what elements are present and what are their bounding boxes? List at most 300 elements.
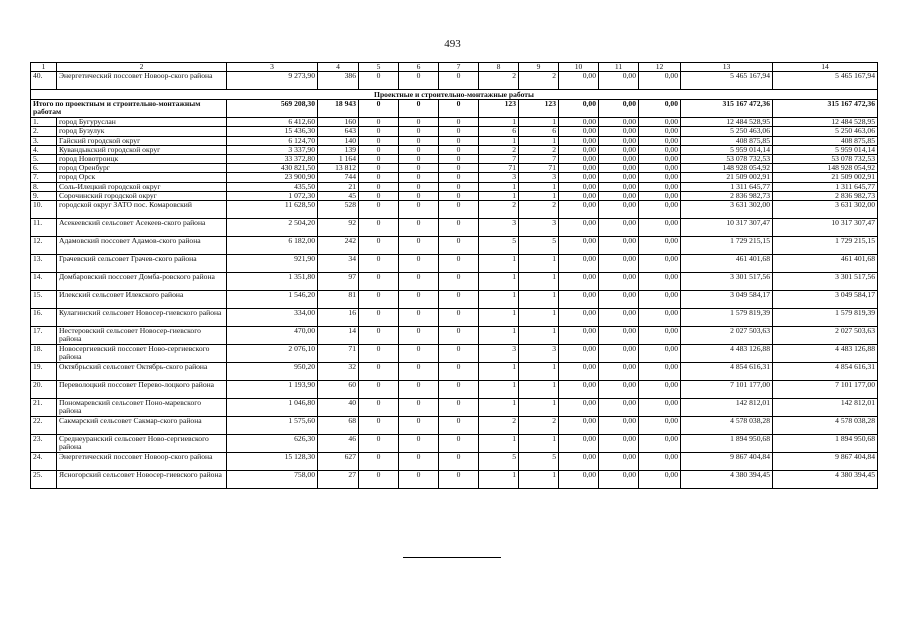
total-cell-c4: 18 943 (318, 100, 359, 118)
cell-c12: 0,00 (639, 155, 681, 164)
cell-c5: 0 (359, 381, 399, 399)
cell-c13: 2 027 503,63 (681, 327, 773, 345)
column-number: 9 (519, 63, 559, 72)
cell-c8: 1 (479, 381, 519, 399)
cell-c9: 1 (519, 471, 559, 489)
cell-c7: 0 (439, 453, 479, 471)
cell-c3: 11 628,50 (227, 201, 318, 219)
cell-c9: 5 (519, 237, 559, 255)
cell-c5: 0 (359, 127, 399, 136)
cell-c4: 68 (318, 417, 359, 435)
cell-c10: 0,00 (559, 399, 599, 417)
cell-c7: 0 (439, 345, 479, 363)
cell-c3: 6 182,00 (227, 237, 318, 255)
cell-c3: 430 821,50 (227, 164, 318, 173)
cell-c7: 0 (439, 309, 479, 327)
cell-c9: 2 (519, 145, 559, 154)
total-label: Итого по проектным и строительно-монтажным работам (31, 100, 227, 118)
table-body (31, 63, 878, 489)
cell-c13: 142 812,01 (681, 399, 773, 417)
section-title: Проектные и строительно-монтажные работы (31, 90, 878, 100)
cell-c10: 0,00 (559, 127, 599, 136)
cell-c6: 0 (399, 399, 439, 417)
cell-c12: 0,00 (639, 435, 681, 453)
cell-c5: 0 (359, 471, 399, 489)
cell-c5: 0 (359, 345, 399, 363)
cell-c4: 627 (318, 453, 359, 471)
cell-c11: 0,00 (599, 191, 639, 200)
column-number: 6 (399, 63, 439, 72)
cell-c13: 4 380 394,45 (681, 471, 773, 489)
cell-c14: 5 465 167,94 (773, 72, 878, 90)
cell-c9: 1 (519, 191, 559, 200)
cell-c8: 1 (479, 255, 519, 273)
cell-c13: 3 631 302,00 (681, 201, 773, 219)
cell-c5: 0 (359, 435, 399, 453)
cell-n: 18. (31, 345, 57, 363)
cell-c8: 3 (479, 219, 519, 237)
cell-c14: 142 812,01 (773, 399, 878, 417)
cell-name: Грачевский сельсовет Грачев-ского района (57, 255, 227, 273)
cell-c10: 0,00 (559, 136, 599, 145)
cell-c8: 7 (479, 155, 519, 164)
cell-c8: 1 (479, 363, 519, 381)
cell-c14: 53 078 732,53 (773, 155, 878, 164)
cell-c10: 0,00 (559, 237, 599, 255)
cell-c6: 0 (399, 219, 439, 237)
cell-c7: 0 (439, 164, 479, 173)
cell-c5: 0 (359, 145, 399, 154)
cell-c7: 0 (439, 417, 479, 435)
cell-c4: 140 (318, 136, 359, 145)
column-number: 13 (681, 63, 773, 72)
table-row (31, 327, 878, 345)
cell-c9: 5 (519, 453, 559, 471)
cell-c7: 0 (439, 155, 479, 164)
cell-c3: 921,90 (227, 255, 318, 273)
cell-c14: 4 483 126,88 (773, 345, 878, 363)
cell-c14: 7 101 177,00 (773, 381, 878, 399)
total-cell-c13: 315 167 472,36 (681, 100, 773, 118)
cell-c3: 15 128,30 (227, 453, 318, 471)
cell-c10: 0,00 (559, 201, 599, 219)
cell-c4: 13 812 (318, 164, 359, 173)
table-row (31, 72, 878, 90)
table-row (31, 291, 878, 309)
cell-c11: 0,00 (599, 237, 639, 255)
cell-c12: 0,00 (639, 136, 681, 145)
cell-name: городской округ ЗАТО пос. Комаровский (57, 201, 227, 219)
cell-c11: 0,00 (599, 155, 639, 164)
cell-c12: 0,00 (639, 173, 681, 182)
cell-n: 40. (31, 72, 57, 90)
cell-c7: 0 (439, 291, 479, 309)
total-cell-c12: 0,00 (639, 100, 681, 118)
table-row (31, 381, 878, 399)
cell-c9: 1 (519, 118, 559, 127)
cell-c11: 0,00 (599, 182, 639, 191)
section-row (31, 90, 878, 100)
cell-c9: 3 (519, 219, 559, 237)
cell-c12: 0,00 (639, 182, 681, 191)
cell-name: Соль-Илецкий городской округ (57, 182, 227, 191)
cell-c12: 0,00 (639, 453, 681, 471)
total-cell-c11: 0,00 (599, 100, 639, 118)
cell-c3: 758,00 (227, 471, 318, 489)
cell-c5: 0 (359, 327, 399, 345)
cell-c5: 0 (359, 164, 399, 173)
cell-c10: 0,00 (559, 381, 599, 399)
cell-c4: 643 (318, 127, 359, 136)
cell-n: 19. (31, 363, 57, 381)
cell-c6: 0 (399, 136, 439, 145)
cell-c3: 3 337,90 (227, 145, 318, 154)
cell-n: 15. (31, 291, 57, 309)
cell-c8: 3 (479, 173, 519, 182)
cell-name: Илекский сельсовет Илекского района (57, 291, 227, 309)
cell-c8: 6 (479, 127, 519, 136)
table-row (31, 471, 878, 489)
cell-c4: 71 (318, 345, 359, 363)
cell-c7: 0 (439, 127, 479, 136)
cell-c14: 2 027 503,63 (773, 327, 878, 345)
cell-c5: 0 (359, 191, 399, 200)
cell-c8: 1 (479, 182, 519, 191)
table-row (31, 255, 878, 273)
cell-n: 20. (31, 381, 57, 399)
cell-n: 13. (31, 255, 57, 273)
cell-c8: 5 (479, 453, 519, 471)
cell-c4: 160 (318, 118, 359, 127)
cell-c8: 71 (479, 164, 519, 173)
cell-n: 24. (31, 453, 57, 471)
cell-c10: 0,00 (559, 417, 599, 435)
cell-c14: 5 959 014,14 (773, 145, 878, 154)
table-row (31, 417, 878, 435)
cell-c8: 2 (479, 72, 519, 90)
cell-c13: 1 311 645,77 (681, 182, 773, 191)
cell-c6: 0 (399, 173, 439, 182)
table-row (31, 118, 878, 127)
cell-c8: 1 (479, 471, 519, 489)
cell-n: 23. (31, 435, 57, 453)
cell-c9: 3 (519, 345, 559, 363)
cell-c6: 0 (399, 453, 439, 471)
cell-n: 11. (31, 219, 57, 237)
cell-c11: 0,00 (599, 72, 639, 90)
cell-c5: 0 (359, 182, 399, 191)
cell-c10: 0,00 (559, 471, 599, 489)
cell-c5: 0 (359, 255, 399, 273)
cell-c11: 0,00 (599, 453, 639, 471)
cell-c4: 27 (318, 471, 359, 489)
cell-c10: 0,00 (559, 309, 599, 327)
cell-c7: 0 (439, 72, 479, 90)
cell-c4: 32 (318, 363, 359, 381)
cell-c4: 40 (318, 399, 359, 417)
cell-c5: 0 (359, 399, 399, 417)
cell-n: 25. (31, 471, 57, 489)
column-number: 14 (773, 63, 878, 72)
cell-c14: 461 401,68 (773, 255, 878, 273)
cell-c12: 0,00 (639, 145, 681, 154)
cell-c6: 0 (399, 237, 439, 255)
cell-c9: 3 (519, 173, 559, 182)
cell-c3: 470,00 (227, 327, 318, 345)
cell-c6: 0 (399, 191, 439, 200)
cell-c4: 1 164 (318, 155, 359, 164)
cell-c6: 0 (399, 363, 439, 381)
cell-c11: 0,00 (599, 435, 639, 453)
cell-c5: 0 (359, 237, 399, 255)
cell-c12: 0,00 (639, 399, 681, 417)
cell-c7: 0 (439, 399, 479, 417)
cell-c4: 744 (318, 173, 359, 182)
table-row (31, 136, 878, 145)
cell-c7: 0 (439, 273, 479, 291)
cell-c6: 0 (399, 255, 439, 273)
cell-c9: 2 (519, 201, 559, 219)
cell-n: 8. (31, 182, 57, 191)
cell-n: 6. (31, 164, 57, 173)
table-row (31, 219, 878, 237)
cell-n: 10. (31, 201, 57, 219)
cell-c3: 950,20 (227, 363, 318, 381)
cell-c12: 0,00 (639, 127, 681, 136)
table-row (31, 399, 878, 417)
cell-c11: 0,00 (599, 118, 639, 127)
cell-c12: 0,00 (639, 219, 681, 237)
cell-n: 14. (31, 273, 57, 291)
cell-c9: 1 (519, 182, 559, 191)
cell-c14: 408 875,85 (773, 136, 878, 145)
cell-c14: 12 484 528,95 (773, 118, 878, 127)
cell-name: город Бугуруслан (57, 118, 227, 127)
total-cell-c8: 123 (479, 100, 519, 118)
cell-c14: 148 928 054,92 (773, 164, 878, 173)
cell-c14: 1 894 950,68 (773, 435, 878, 453)
cell-c4: 45 (318, 191, 359, 200)
cell-name: Новосергиевский поссовет Ново-сергиевского района (57, 345, 227, 363)
total-cell-c3: 569 208,30 (227, 100, 318, 118)
cell-c3: 1 072,30 (227, 191, 318, 200)
cell-c14: 4 854 616,31 (773, 363, 878, 381)
cell-c13: 9 867 404,84 (681, 453, 773, 471)
cell-c3: 2 076,10 (227, 345, 318, 363)
cell-c6: 0 (399, 381, 439, 399)
cell-c11: 0,00 (599, 291, 639, 309)
cell-c9: 2 (519, 72, 559, 90)
cell-c11: 0,00 (599, 201, 639, 219)
cell-c8: 1 (479, 309, 519, 327)
cell-name: город Орск (57, 173, 227, 182)
cell-c9: 1 (519, 363, 559, 381)
cell-c6: 0 (399, 145, 439, 154)
cell-name: Кувандыкский городской округ (57, 145, 227, 154)
cell-c4: 34 (318, 255, 359, 273)
cell-c3: 6 124,70 (227, 136, 318, 145)
cell-c10: 0,00 (559, 453, 599, 471)
cell-c12: 0,00 (639, 345, 681, 363)
column-number: 12 (639, 63, 681, 72)
cell-c13: 4 854 616,31 (681, 363, 773, 381)
cell-c13: 1 894 950,68 (681, 435, 773, 453)
cell-c13: 5 959 014,14 (681, 145, 773, 154)
cell-c4: 14 (318, 327, 359, 345)
cell-c9: 1 (519, 381, 559, 399)
cell-c7: 0 (439, 237, 479, 255)
cell-c10: 0,00 (559, 164, 599, 173)
cell-c11: 0,00 (599, 363, 639, 381)
cell-c14: 10 317 307,47 (773, 219, 878, 237)
column-number: 1 (31, 63, 57, 72)
cell-c5: 0 (359, 219, 399, 237)
footer-divider (403, 557, 501, 558)
cell-c6: 0 (399, 201, 439, 219)
cell-c10: 0,00 (559, 173, 599, 182)
cell-c12: 0,00 (639, 164, 681, 173)
cell-name: город Новотроицк (57, 155, 227, 164)
cell-c5: 0 (359, 136, 399, 145)
cell-name: Пономаревский сельсовет Поно-маревского района (57, 399, 227, 417)
cell-c8: 1 (479, 435, 519, 453)
cell-c5: 0 (359, 118, 399, 127)
cell-c3: 1 351,80 (227, 273, 318, 291)
cell-c3: 1 575,60 (227, 417, 318, 435)
cell-c14: 5 250 463,06 (773, 127, 878, 136)
table-row (31, 309, 878, 327)
cell-c12: 0,00 (639, 309, 681, 327)
total-cell-c14: 315 167 472,36 (773, 100, 878, 118)
cell-c7: 0 (439, 118, 479, 127)
column-number: 7 (439, 63, 479, 72)
cell-c6: 0 (399, 155, 439, 164)
cell-c5: 0 (359, 309, 399, 327)
cell-c8: 5 (479, 237, 519, 255)
cell-c12: 0,00 (639, 381, 681, 399)
cell-c4: 92 (318, 219, 359, 237)
column-number-row (31, 63, 878, 72)
cell-c14: 2 836 982,73 (773, 191, 878, 200)
cell-c7: 0 (439, 191, 479, 200)
cell-c8: 1 (479, 136, 519, 145)
total-cell-c7: 0 (439, 100, 479, 118)
cell-c4: 242 (318, 237, 359, 255)
cell-c9: 1 (519, 136, 559, 145)
cell-c12: 0,00 (639, 237, 681, 255)
cell-c10: 0,00 (559, 273, 599, 291)
cell-c5: 0 (359, 291, 399, 309)
cell-c14: 3 301 517,56 (773, 273, 878, 291)
cell-c9: 6 (519, 127, 559, 136)
cell-c13: 5 250 463,06 (681, 127, 773, 136)
cell-n: 1. (31, 118, 57, 127)
cell-c6: 0 (399, 291, 439, 309)
cell-c7: 0 (439, 145, 479, 154)
cell-name: Среднеуранский сельсовет Ново-сергиевского района (57, 435, 227, 453)
cell-c10: 0,00 (559, 219, 599, 237)
cell-c5: 0 (359, 363, 399, 381)
cell-c13: 12 484 528,95 (681, 118, 773, 127)
cell-c11: 0,00 (599, 164, 639, 173)
table-row (31, 363, 878, 381)
cell-c12: 0,00 (639, 201, 681, 219)
cell-c11: 0,00 (599, 309, 639, 327)
cell-c12: 0,00 (639, 417, 681, 435)
table-row (31, 201, 878, 219)
cell-c5: 0 (359, 201, 399, 219)
table-row (31, 345, 878, 363)
total-cell-c5: 0 (359, 100, 399, 118)
cell-c9: 1 (519, 327, 559, 345)
cell-c4: 16 (318, 309, 359, 327)
cell-c8: 1 (479, 191, 519, 200)
cell-c9: 7 (519, 155, 559, 164)
cell-n: 5. (31, 155, 57, 164)
cell-c10: 0,00 (559, 291, 599, 309)
cell-c8: 2 (479, 417, 519, 435)
cell-c10: 0,00 (559, 145, 599, 154)
cell-c11: 0,00 (599, 255, 639, 273)
cell-c3: 435,50 (227, 182, 318, 191)
cell-c11: 0,00 (599, 273, 639, 291)
cell-c6: 0 (399, 273, 439, 291)
cell-c10: 0,00 (559, 72, 599, 90)
cell-c7: 0 (439, 363, 479, 381)
cell-c5: 0 (359, 72, 399, 90)
cell-c7: 0 (439, 435, 479, 453)
cell-name: Октябрьский сельсовет Октябрь-ского района (57, 363, 227, 381)
cell-c13: 1 729 215,15 (681, 237, 773, 255)
cell-c4: 139 (318, 145, 359, 154)
cell-c11: 0,00 (599, 417, 639, 435)
table-row (31, 237, 878, 255)
cell-c12: 0,00 (639, 291, 681, 309)
cell-c13: 10 317 307,47 (681, 219, 773, 237)
column-number: 8 (479, 63, 519, 72)
cell-c7: 0 (439, 381, 479, 399)
cell-c8: 1 (479, 273, 519, 291)
cell-name: Сакмарский сельсовет Сакмар-ского района (57, 417, 227, 435)
cell-name: Гайский городской округ (57, 136, 227, 145)
cell-c3: 334,00 (227, 309, 318, 327)
cell-c7: 0 (439, 255, 479, 273)
cell-c3: 9 273,90 (227, 72, 318, 90)
cell-c3: 33 372,80 (227, 155, 318, 164)
cell-c4: 386 (318, 72, 359, 90)
cell-name: Ясногорский сельсовет Новосер-гиевского района (57, 471, 227, 489)
cell-c11: 0,00 (599, 145, 639, 154)
cell-c4: 81 (318, 291, 359, 309)
table-row (31, 435, 878, 453)
cell-c14: 3 049 584,17 (773, 291, 878, 309)
total-cell-c9: 123 (519, 100, 559, 118)
cell-c13: 3 301 517,56 (681, 273, 773, 291)
cell-c7: 0 (439, 219, 479, 237)
cell-c9: 2 (519, 417, 559, 435)
cell-c12: 0,00 (639, 327, 681, 345)
cell-c10: 0,00 (559, 435, 599, 453)
cell-name: Энергетический поссовет Новоор-ского района (57, 453, 227, 471)
column-number: 4 (318, 63, 359, 72)
cell-c6: 0 (399, 435, 439, 453)
cell-name: Асекеевский сельсовет Асекеев-ского района (57, 219, 227, 237)
cell-c10: 0,00 (559, 255, 599, 273)
cell-c7: 0 (439, 182, 479, 191)
cell-name: город Оренбург (57, 164, 227, 173)
cell-name: Энергетический поссовет Новоор-ского района (57, 72, 227, 90)
table-row (31, 127, 878, 136)
